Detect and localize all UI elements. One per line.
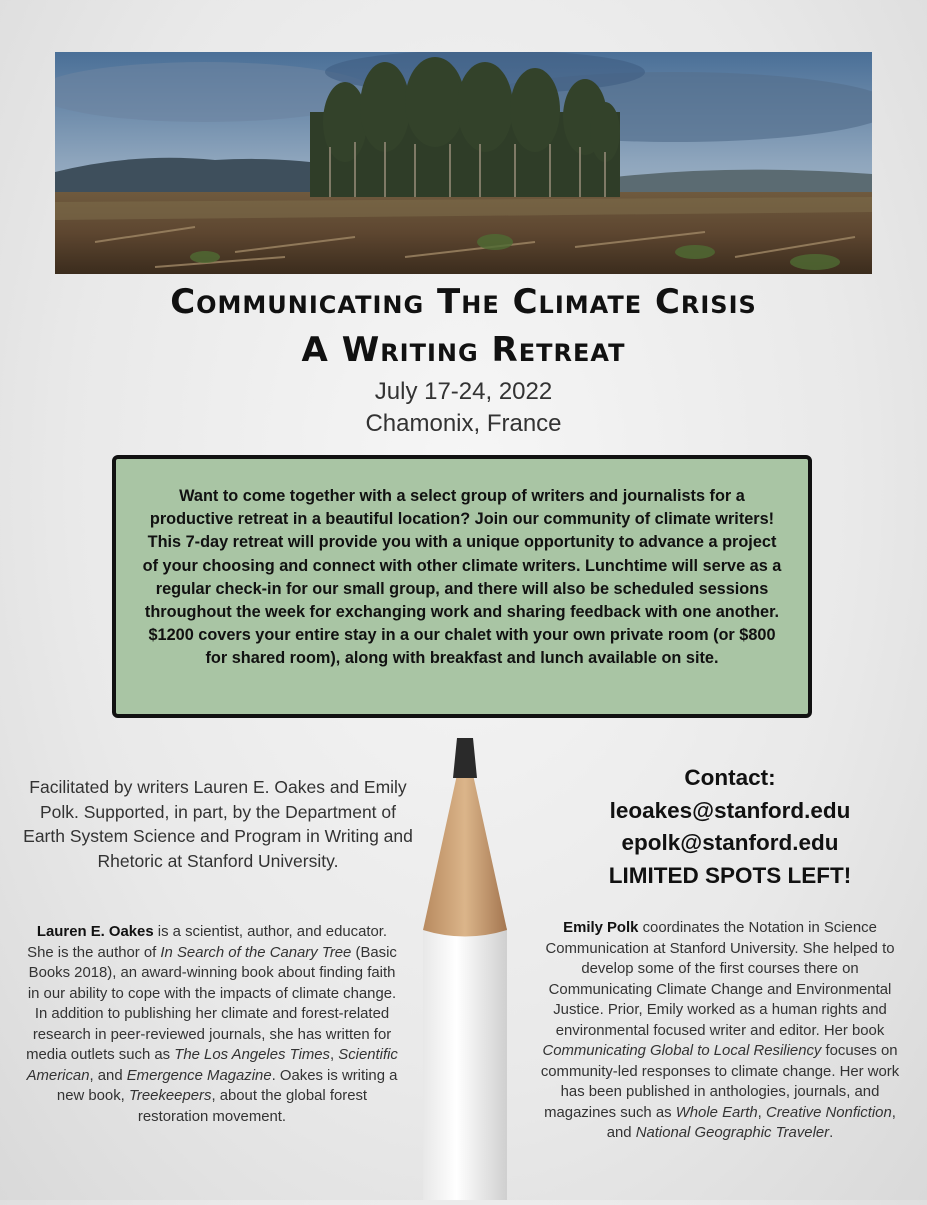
contact-heading: Contact: xyxy=(684,765,776,790)
bio-oakes-text-2: (Basic Books 2018), an award-winning book about finding faith in our ability to cope with the impacts of climate change. In addition to publishing her climate and forest-related research in peer-reviewed journals, she has written for media outlets such as xyxy=(26,944,397,1063)
pencil-icon xyxy=(405,738,525,1200)
bio-polk-text-2: focuses on community-led responses to climate change. Her work has been published in anthologies, journals, and magazines such as xyxy=(540,1043,900,1121)
bio-polk-media-3: National Geographic Traveler xyxy=(635,1125,830,1141)
bio-oakes xyxy=(22,922,402,1127)
title-line-2: A Writing Retreat xyxy=(301,330,626,370)
bio-oakes-media-3: Emergence Magazine xyxy=(126,1067,272,1084)
pencil-illustration xyxy=(405,738,525,1200)
limited-spots-note: LIMITED SPOTS LEFT! xyxy=(608,862,852,888)
bio-oakes-book-2: Treekeepers xyxy=(128,1088,212,1104)
bio-polk-text-4: , and xyxy=(606,1104,896,1141)
event-location: Chamonix, France xyxy=(365,410,562,437)
intro-box xyxy=(112,455,812,718)
hero-photo xyxy=(55,52,872,274)
event-dates: July 17-24, 2022 xyxy=(374,378,553,405)
contact-email-polk[interactable]: epolk@stanford.edu xyxy=(621,830,839,855)
bio-oakes-book-1: In Search of the Canary Tree xyxy=(160,944,352,961)
bio-oakes-text-4: , and xyxy=(89,1067,127,1084)
bio-polk-text-3: , xyxy=(757,1104,766,1121)
bio-oakes-text-1: is a scientist, author, and educator. She is the author of xyxy=(27,924,388,961)
contact-block xyxy=(570,762,890,892)
bio-polk-book-1: Communicating Global to Local Resiliency xyxy=(542,1043,822,1059)
bio-oakes-text-6: , about the global forest restoration movement. xyxy=(137,1088,368,1125)
bio-polk-name: Emily Polk xyxy=(563,920,639,936)
title-line-1: Communicating The Climate Crisis xyxy=(170,282,757,322)
bio-oakes-media-2: Scientific American xyxy=(26,1047,398,1084)
bio-oakes-name: Lauren E. Oakes xyxy=(36,924,154,940)
bio-oakes-text-3: , xyxy=(330,1047,339,1063)
contact-email-oakes[interactable]: leoakes@stanford.edu xyxy=(609,797,851,823)
bio-oakes-media-1: The Los Angeles Times xyxy=(174,1047,331,1063)
bio-polk-text-1: coordinates the Notation in Science Communication at Stanford University. She helped to develop some of the first courses there on Communicating Climate Change and Environmental Justice. Prior, Emily worked as a human rights and environmental focused writer and editor. Her book xyxy=(545,920,895,1039)
bio-polk-media-1: Whole Earth xyxy=(675,1104,758,1121)
bio-polk-media-2: Creative Nonfiction xyxy=(765,1104,892,1121)
bio-polk-text-5: . xyxy=(829,1125,834,1141)
facilitated-text: Facilitated by writers Lauren E. Oakes and Emily Polk. Supported, in part, by the Department of Earth System Science and Program in Writing and Rhetoric at Stanford University. xyxy=(23,777,413,871)
bio-polk xyxy=(535,918,905,1144)
intro-text: Want to come together with a select group of writers and journalists for a productive retreat in a beautiful location? Join our community of climate writers! This 7-day retreat will provide you with a unique opportunity to advance a project of your choosing and connect with other climate writers. Lunchtime will serve as a regular check-in for our small group, and there will also be scheduled sessions throughout the week for exchanging work and sharing feedback with one another. $1200 covers your entire stay in a our chalet with your own private room (or $800 for shared room), along with breakfast and lunch available on site. xyxy=(142,487,782,668)
bio-oakes-text-5: . Oakes is writing a new book, xyxy=(56,1067,398,1104)
forest-clearcut-photo-icon xyxy=(55,52,872,274)
